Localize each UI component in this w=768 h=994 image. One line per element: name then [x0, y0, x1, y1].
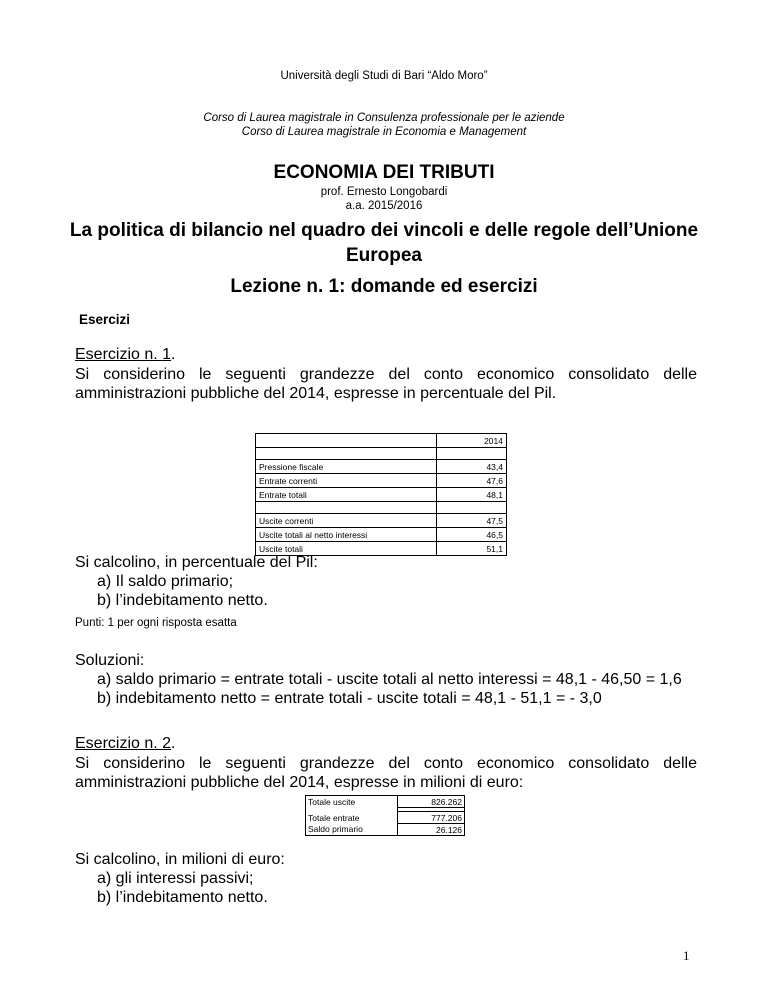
exercise-1-solutions [75, 651, 682, 708]
exercise-2-table [305, 795, 465, 836]
row-label: Pressione fiscale [256, 460, 437, 474]
solution-item: a) saldo primario = entrate totali - uscite totali al netto interessi = 48,1 - 46,50 = 1,6 [97, 671, 682, 688]
row-label: Totale entrate [306, 812, 398, 824]
row-label: Totale uscite [306, 796, 398, 808]
row-value: 47,6 [437, 474, 507, 488]
row-value: 48,1 [437, 488, 507, 502]
row-label: Uscite correnti [256, 514, 437, 528]
subtitle-line-2: Europea [345, 245, 423, 266]
points-note: Punti: 1 per ogni risposta esatta [75, 617, 237, 629]
row-label: Uscite totali al netto interessi [256, 528, 437, 542]
table-row [306, 796, 465, 808]
row-label: Entrate correnti [256, 474, 437, 488]
table-row [256, 488, 507, 502]
question-intro: Si calcolino, in percentuale del Pil: [75, 554, 318, 571]
table-row [256, 474, 507, 488]
year-header: 2014 [437, 434, 507, 448]
exercise-1-heading-suffix: . [171, 346, 176, 363]
page-number: 1 [683, 948, 690, 963]
exercise-1-text-line-1: Si considerino le seguenti grandezze del conto economico consolidato delle [75, 366, 697, 383]
exercise-2-text [75, 754, 697, 792]
exercise-1-text-line-2: amministrazioni pubbliche del 2014, espresse in percentuale del Pil. [75, 385, 557, 402]
document-title: ECONOMIA DEI TRIBUTI [273, 162, 495, 183]
question-item: a) Il saldo primario; [97, 573, 234, 590]
question-item: a) gli interessi passivi; [97, 870, 254, 887]
row-value: 43,4 [437, 460, 507, 474]
exercise-1-table [255, 433, 507, 556]
subtitle-line-1: La politica di bilancio nel quadro dei vincoli e delle regole dell’Unione [69, 220, 699, 241]
row-label: Entrate totali [256, 488, 437, 502]
university-name: Università degli Studi di Bari “Aldo Moro” [280, 70, 488, 82]
row-label: Uscite totali [256, 542, 437, 556]
table-row [256, 460, 507, 474]
exercise-1-text [75, 365, 697, 403]
table-row [256, 528, 507, 542]
table-row [306, 824, 465, 836]
course-name-1: Corso di Laurea magistrale in Consulenza professionale per le aziende [203, 112, 565, 124]
exercise-1-heading [75, 346, 176, 364]
exercise-2-heading-text: Esercizio n. 2 [75, 735, 172, 752]
table-header-row [256, 434, 507, 448]
row-value: 51,1 [437, 542, 507, 556]
solution-item: b) indebitamento netto = entrate totali - uscite totali = 48,1 - 51,1 = - 3,0 [97, 690, 602, 707]
question-item: b) l’indebitamento netto. [97, 889, 268, 906]
section-heading: Esercizi [79, 312, 131, 327]
course-name-2: Corso di Laurea magistrale in Economia e Management [241, 126, 527, 138]
academic-year: a.a. 2015/2016 [345, 200, 423, 212]
exercise-2-text-line-2: amministrazioni pubbliche del 2014, espresse in milioni di euro: [75, 774, 524, 791]
exercise-2-questions [75, 850, 285, 907]
exercise-1-heading-text: Esercizio n. 1 [75, 346, 172, 363]
professor-name: prof. Ernesto Longobardi [320, 186, 448, 198]
row-value: 26.126 [397, 824, 464, 836]
exercise-2-text-line-1: Si considerino le seguenti grandezze del conto economico consolidato delle [75, 755, 697, 772]
lecture-title: Lezione n. 1: domande ed esercizi [230, 276, 538, 297]
exercise-2-heading-suffix: . [171, 735, 176, 752]
row-label: Saldo primario [306, 824, 398, 836]
row-value: 46,5 [437, 528, 507, 542]
table-row [306, 812, 465, 824]
row-value: 826.262 [397, 796, 464, 808]
row-value: 47,5 [437, 514, 507, 528]
question-intro: Si calcolino, in milioni di euro: [75, 851, 285, 868]
table-row [256, 514, 507, 528]
row-value: 777.206 [397, 812, 464, 824]
exercise-1-questions [75, 553, 318, 610]
solutions-heading: Soluzioni: [75, 652, 145, 669]
document-subtitle [0, 218, 768, 268]
exercise-2-heading [75, 735, 176, 753]
question-item: b) l’indebitamento netto. [97, 592, 268, 609]
